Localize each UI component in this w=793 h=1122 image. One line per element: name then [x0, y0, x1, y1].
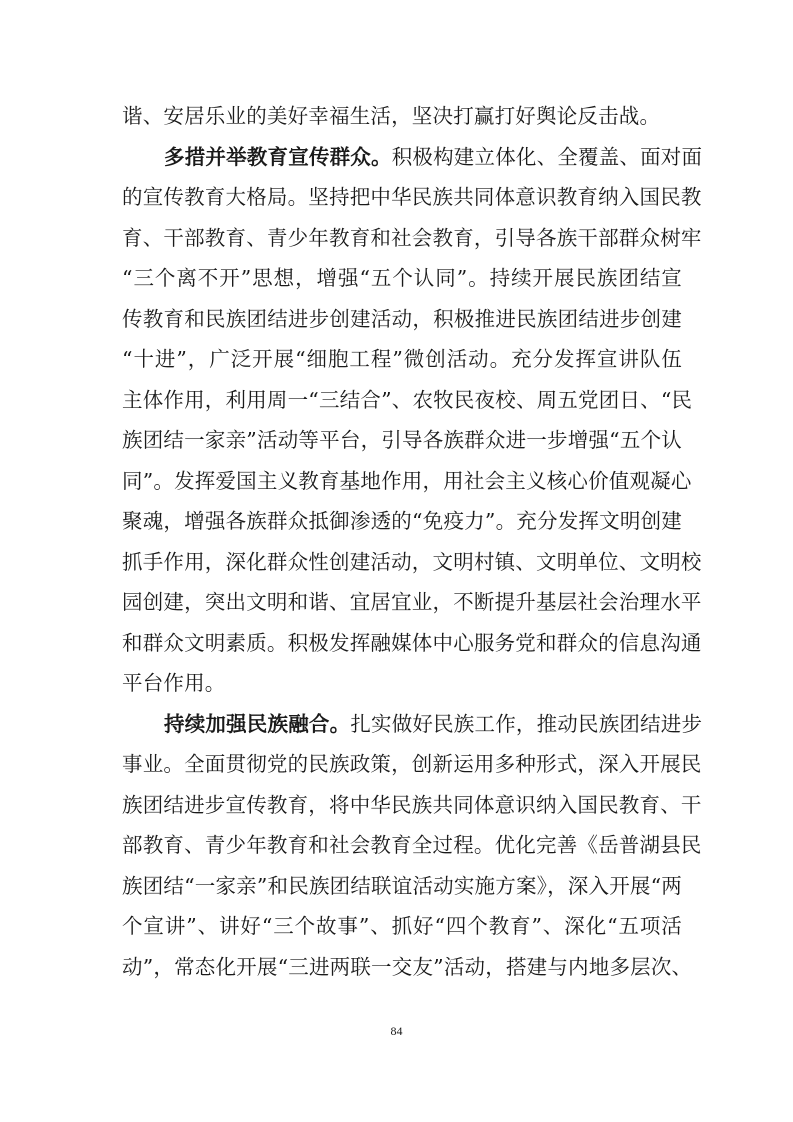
page-number: 84	[390, 1024, 403, 1038]
line-text: 和群众文明素质。积极发挥融媒体中心服务党和群众的信息沟通	[122, 630, 702, 655]
text-line	[122, 299, 682, 340]
text-line	[122, 704, 703, 745]
line-text: 积极构建立体化、全覆盖、面对面	[391, 144, 703, 169]
line-text: 的宣传教育大格局。坚持把中华民族共同体意识教育纳入国民教	[122, 185, 702, 209]
line-text: 动”，常态化开展“三进两联一交友”活动，搭建与内地多层次、	[122, 954, 693, 979]
text-line	[122, 947, 693, 988]
text-line	[122, 258, 682, 299]
line-text: 同”。发挥爱国主义教育基地作用，用社会主义核心价值观凝心	[122, 468, 692, 493]
paragraph-heading: 持续加强民族融合。	[164, 711, 351, 736]
line-text: 族团结一家亲”活动等平台，引导各族群众进一步增强“五个认	[122, 428, 682, 452]
line-text: 谐、安居乐业的美好幸福生活，坚决打赢打好舆论反击战。	[122, 104, 661, 128]
line-text: 族团结进步宣传教育，将中华民族共同体意识纳入国民教育、干	[122, 792, 702, 817]
line-text: “三个离不开”思想，增强“五个认同”。持续开展民族团结宣	[122, 266, 682, 290]
paragraph	[122, 704, 703, 988]
text-line	[122, 906, 682, 947]
text-line	[122, 866, 682, 907]
line-text: “十进”，广泛开展“细胞工程”微创活动。充分发挥宣讲队伍	[122, 347, 682, 371]
document-body	[122, 96, 703, 987]
line-text: 部教育、青少年教育和社会教育全过程。优化完善《岳普湖县民	[122, 833, 702, 857]
line-text: 聚魂，增强各族群众抵御渗透的“免疫力”。充分发挥文明创建	[122, 509, 682, 533]
text-line	[122, 542, 702, 583]
text-line	[122, 785, 702, 826]
text-line	[122, 218, 702, 259]
line-text: 事业。全面贯彻党的民族政策，创新运用多种形式，深入开展民	[122, 752, 702, 776]
text-line	[122, 461, 692, 502]
text-line	[122, 137, 703, 178]
text-line	[122, 744, 702, 785]
text-line	[122, 339, 682, 380]
line-text: 平台作用。	[122, 671, 226, 695]
text-line	[122, 420, 682, 461]
line-text: 扎实做好民族工作，推动民族团结进步	[350, 711, 703, 736]
line-text: 抓手作用，深化群众性创建活动，文明村镇、文明单位、文明校	[122, 549, 702, 574]
text-line	[122, 177, 702, 218]
text-line	[122, 380, 693, 421]
text-line	[122, 825, 702, 866]
text-line	[122, 501, 682, 542]
line-text: 族团结“一家亲”和民族团结联谊活动实施方案》，深入开展“两	[122, 873, 682, 898]
paragraph	[122, 137, 703, 704]
line-text: 育、干部教育、青少年教育和社会教育，引导各族干部群众树牢	[122, 225, 702, 250]
paragraph	[122, 96, 682, 137]
line-text: 园创建，突出文明和谐、宜居宜业，不断提升基层社会治理水平	[122, 590, 702, 614]
text-line	[122, 96, 682, 137]
text-line	[122, 582, 702, 623]
text-line	[122, 663, 682, 704]
text-line	[122, 623, 702, 664]
paragraph-heading: 多措并举教育宣传群众。	[164, 144, 392, 169]
line-text: 传教育和民族团结进步创建活动，积极推进民族团结进步创建	[122, 306, 682, 331]
line-text: 个宣讲”、讲好“三个故事”、抓好“四个教育”、深化“五项活	[122, 914, 682, 938]
line-text: 主体作用，利用周一“三结合”、农牧民夜校、周五党团日、“民	[122, 387, 693, 412]
